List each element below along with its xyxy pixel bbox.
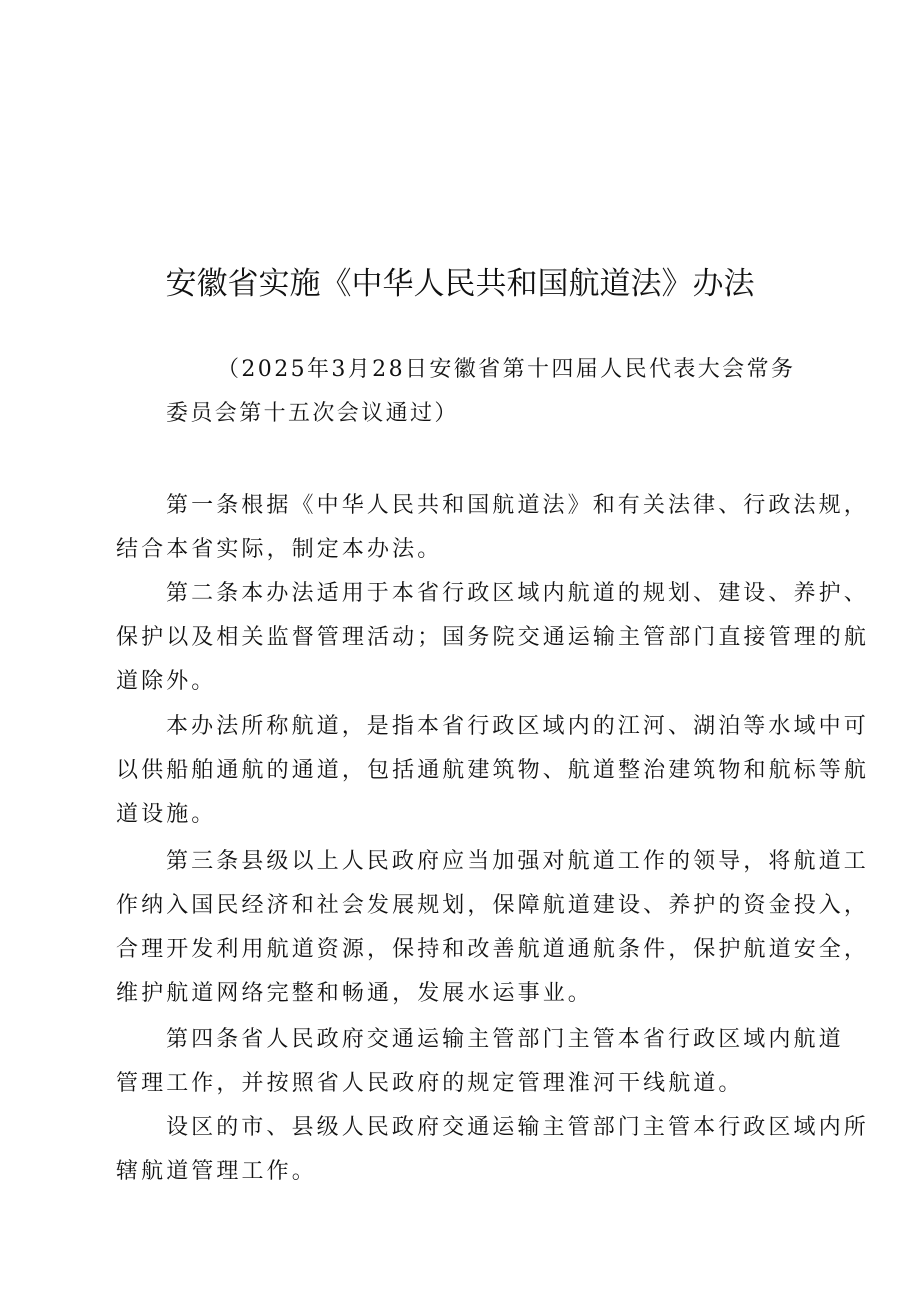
article-4-para2-line: 设区的市、县级人民政府交通运输主管部门主管本行政区域内所 xyxy=(166,1115,869,1140)
article-3-line: 第三条县级以上人民政府应当加强对航道工作的领导，将航道工 xyxy=(166,849,869,874)
article-2-para2-line: 道设施。 xyxy=(116,802,217,827)
article-4-line: 管理工作，并按照省人民政府的规定管理淮河干线航道。 xyxy=(116,1071,744,1096)
article-2-line: 第二条本办法适用于本省行政区域内航道的规划、建设、养护、 xyxy=(166,581,869,606)
adoption-note-line: 委员会第十五次会议通过） xyxy=(166,401,459,426)
article-2-line: 道除外。 xyxy=(116,669,217,694)
article-3-line: 维护航道网络完整和畅通，发展水运事业。 xyxy=(116,981,593,1006)
article-4-line: 第四条省人民政府交通运输主管部门主管本省行政区域内航道 xyxy=(166,1027,844,1052)
article-2-line: 保护以及相关监督管理活动；国务院交通运输主管部门直接管理的航 xyxy=(116,625,870,650)
article-2-para2-line: 以供船舶通航的通道，包括通航建筑物、航道整治建筑物和航标等航 xyxy=(116,758,870,783)
article-3-line: 合理开发利用航道资源，保持和改善航道通航条件，保护航道安全， xyxy=(116,937,870,962)
adoption-note-line: （2025年3月28日安徽省第十四届人民代表大会常务 xyxy=(217,357,796,382)
article-2-para2-line: 本办法所称航道，是指本省行政区域内的江河、湖泊等水域中可 xyxy=(166,714,869,739)
article-1-line: 第一条根据《中华人民共和国航道法》和有关法律、行政法规， xyxy=(166,493,869,518)
document-title: 安徽省实施《中华人民共和国航道法》办法 xyxy=(165,266,755,302)
article-3-line: 作纳入国民经济和社会发展规划，保障航道建设、养护的资金投入， xyxy=(116,893,870,918)
article-1-line: 结合本省实际，制定本办法。 xyxy=(116,537,443,562)
article-4-para2-line: 辖航道管理工作。 xyxy=(116,1159,317,1184)
